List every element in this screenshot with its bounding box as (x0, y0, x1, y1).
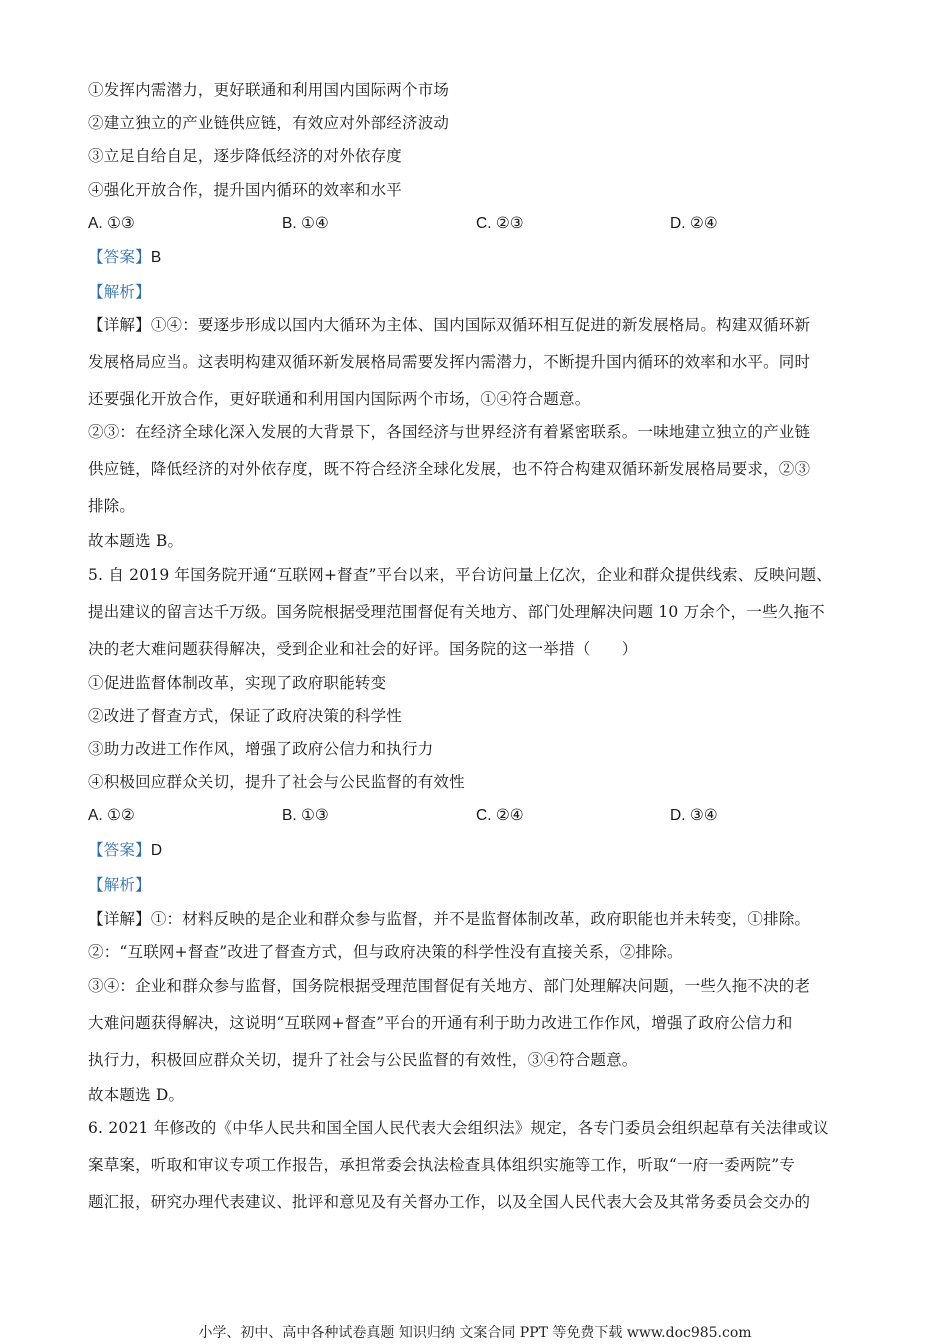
q4-option-d (670, 213, 718, 234)
answer-value: D (150, 842, 163, 859)
q5-conclusion: 故本题选 D。 (88, 1086, 185, 1104)
q5-statement-4: ④积极回应群众关切，提升了社会与公民监督的有效性 (88, 773, 465, 791)
q4-statement-2: ②建立独立的产业链供应链，有效应对外部经济波动 (88, 114, 450, 132)
q5-option-a (88, 805, 135, 826)
q4-statement-1: ①发挥内需潜力，更好联通和利用国内国际两个市场 (88, 81, 450, 99)
q5-detail-line-4: 大难问题获得解决，这说明“互联网+督查”平台的开通有利于助力改进工作作风，增强了政府公信力和 (88, 1014, 793, 1032)
q5-detail-line-2: ②：“互联网+督查”改进了督查方式，但与政府决策的科学性没有直接关系，②排除。 (88, 943, 683, 961)
option-letter: B. (282, 807, 301, 824)
answer-value: B (150, 249, 162, 266)
q4-detail-line-4: ②③：在经济全球化深入发展的大背景下，各国经济与世界经济有着紧密联系。一味地建立独立的产业链 (88, 423, 811, 441)
q5-option-d (670, 805, 718, 826)
q5-statement-1: ①促进监督体制改革，实现了政府职能转变 (88, 674, 387, 692)
q5-detail-line-5: 执行力，积极回应群众关切，提升了社会与公民监督的有效性，③④符合题意。 (88, 1051, 638, 1069)
q5-statement-2: ②改进了督查方式，保证了政府决策的科学性 (88, 707, 403, 725)
detail-text: ①④：要逐步形成以国内大循环为主体、国内国际双循环相互促进的新发展格局。构建双循环新 (150, 316, 811, 334)
option-value: ①③ (300, 806, 329, 824)
option-letter: D. (670, 807, 690, 824)
q5-option-c (476, 805, 524, 826)
analysis-tag: 【解析】 (88, 876, 151, 894)
option-letter: B. (282, 215, 301, 232)
option-value: ①④ (300, 214, 329, 232)
q4-detail-line-5: 供应链，降低经济的对外依存度，既不符合经济全球化发展，也不符合构建双循环新发展格局要求，②③ (88, 460, 811, 478)
q4-detail-line-3: 还要强化开放合作，更好联通和利用国内国际两个市场，①④符合题意。 (88, 390, 591, 408)
option-letter: A. (88, 215, 107, 232)
q4-option-b (282, 213, 329, 234)
q5-answer (88, 840, 162, 861)
q5-stem-line-2: 提出建议的留言达千万级。国务院根据受理范围督促有关地方、部门处理解决问题 10 万余个，一些久拖不 (88, 603, 825, 621)
q4-detail-line-2: 发展格局应当。这表明构建双循环新发展格局需要发挥内需潜力，不断提升国内循环的效率和水平。同时 (88, 353, 811, 371)
answer-tag: 【答案】 (88, 841, 151, 859)
option-value: ①③ (106, 214, 135, 232)
q6-stem-line-2: 案草案，听取和审议专项工作报告，承担常委会执法检查具体组织实施等工作，听取“一府一委两院”专 (88, 1156, 796, 1174)
q5-statement-3: ③助力改进工作作风，增强了政府公信力和执行力 (88, 740, 434, 758)
q4-conclusion: 故本题选 B。 (88, 532, 184, 550)
analysis-tag: 【解析】 (88, 283, 151, 301)
q6-stem-line-3: 题汇报，研究办理代表建议、批评和意见及有关督办工作，以及全国人民代表大会及其常务委员会交办的 (88, 1193, 811, 1211)
q4-detail-line-1 (88, 315, 810, 335)
option-value: ②④ (689, 214, 718, 232)
q5-detail-line-1 (88, 909, 810, 929)
q4-analysis (88, 282, 151, 302)
option-letter: C. (476, 807, 496, 824)
q6-stem-line-1: 6. 2021 年修改的《中华人民共和国全国人民代表大会组织法》规定，各专门委员会组织起草有关法律或议 (88, 1119, 829, 1137)
q5-stem-line-3: 决的老大难问题获得解决，受到企业和社会的好评。国务院的这一举措（ ） (88, 640, 638, 658)
q4-answer (88, 247, 161, 268)
detail-tag: 【详解】 (88, 910, 151, 928)
option-letter: A. (88, 807, 107, 824)
option-value: ②④ (495, 806, 524, 824)
q4-statement-4: ④强化开放合作，提升国内循环的效率和水平 (88, 181, 403, 199)
q5-analysis (88, 875, 151, 895)
q4-statement-3: ③立足自给自足，逐步降低经济的对外依存度 (88, 147, 403, 165)
answer-tag: 【答案】 (88, 248, 151, 266)
option-value: ③④ (689, 806, 718, 824)
q5-stem-line-1: 5. 自 2019 年国务院开通“互联网+督查”平台以来，平台访问量上亿次，企业和群众提供线索、反映问题、 (88, 566, 832, 584)
q4-detail-line-6: 排除。 (88, 497, 136, 515)
q4-option-a (88, 213, 135, 234)
option-letter: C. (476, 215, 496, 232)
option-value: ①② (106, 806, 135, 824)
page-footer: 小学、初中、高中各种试卷真题 知识归纳 文案合同 PPT 等免费下载 www.doc985.com (198, 1325, 752, 1341)
option-letter: D. (670, 215, 690, 232)
detail-text: ①：材料反映的是企业和群众参与监督，并不是监督体制改革，政府职能也并未转变，①排除。 (150, 910, 811, 928)
q5-option-b (282, 805, 329, 826)
detail-tag: 【详解】 (88, 316, 151, 334)
q5-detail-line-3: ③④：企业和群众参与监督，国务院根据受理范围督促有关地方、部门处理解决问题，一些久拖不决的老 (88, 977, 811, 995)
option-value: ②③ (495, 214, 524, 232)
q4-option-c (476, 213, 524, 234)
